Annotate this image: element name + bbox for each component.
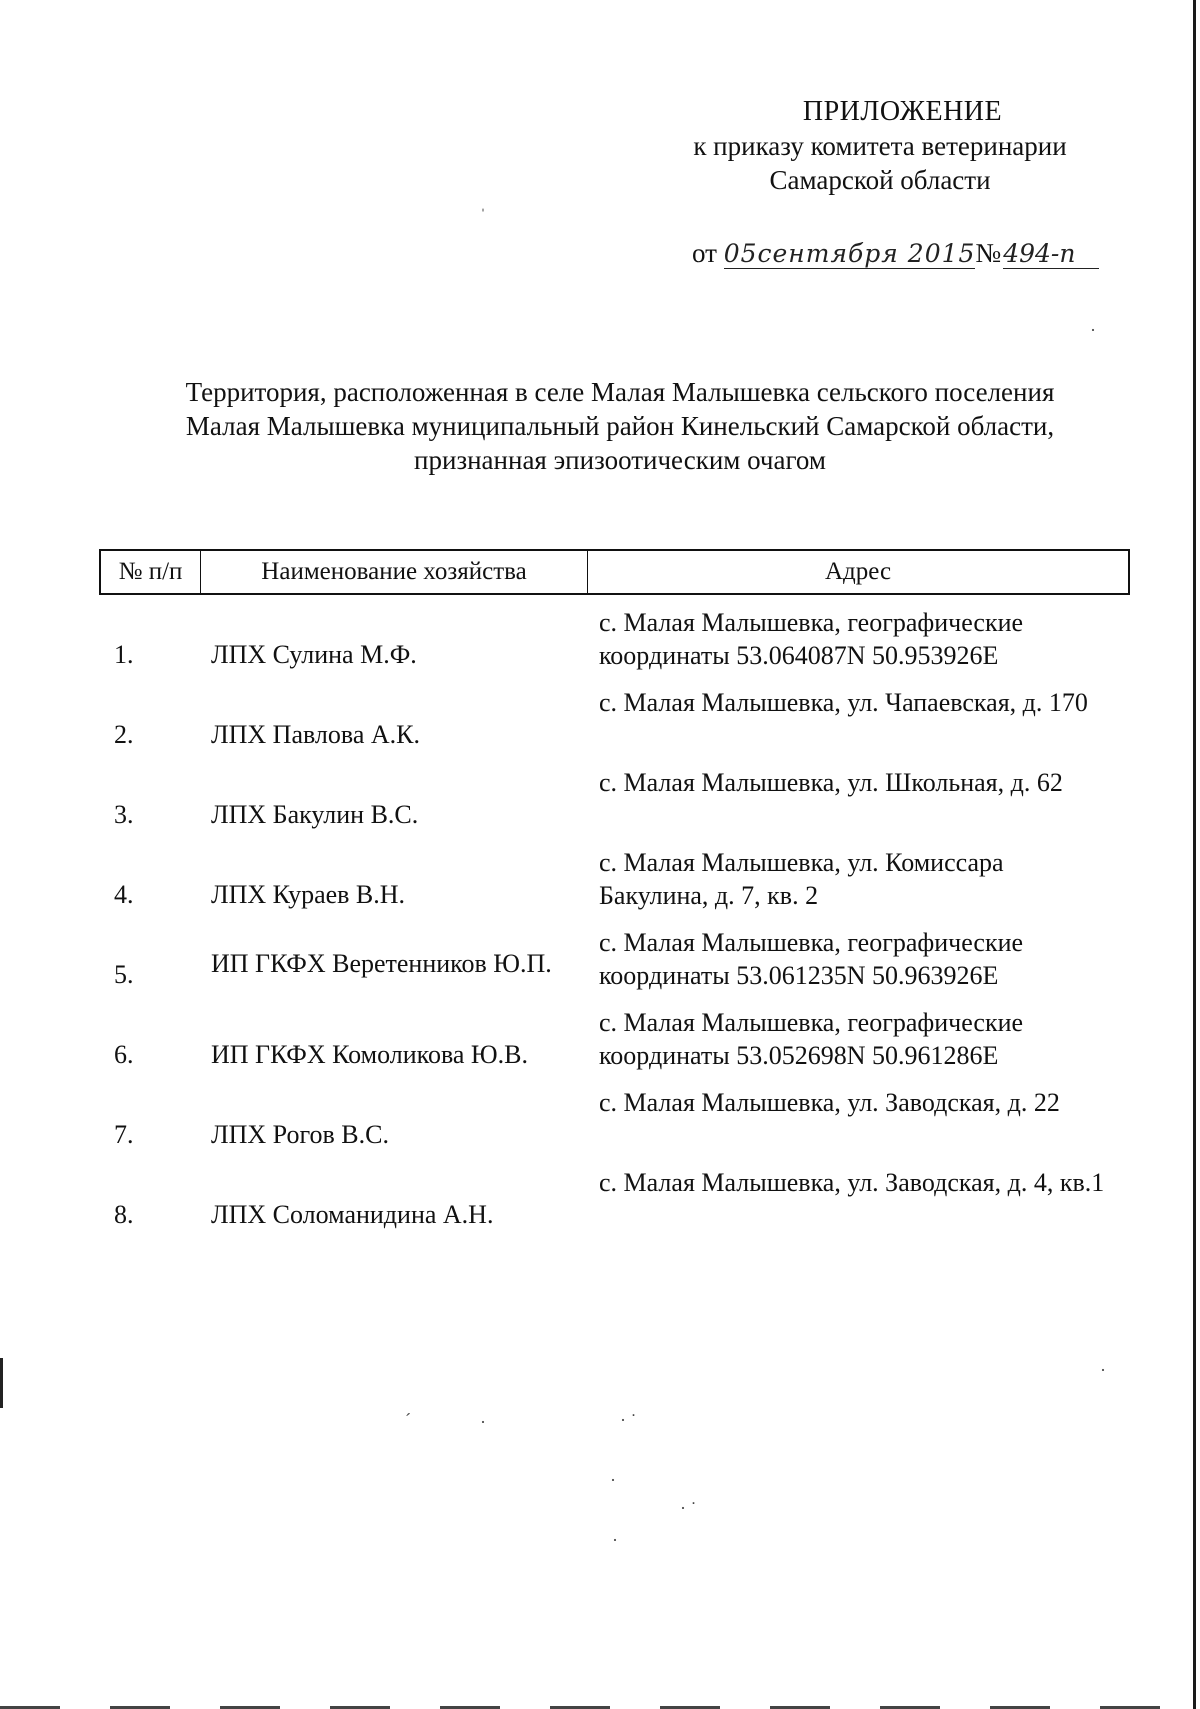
header-address: Адрес bbox=[824, 558, 892, 585]
row-farm-name: ЛПХ Сулина М.Ф. bbox=[211, 640, 417, 669]
scan-speck: · ˙ bbox=[680, 1498, 697, 1518]
row-number: 8. bbox=[114, 1200, 134, 1229]
table-row bbox=[99, 998, 1130, 1078]
row-number: 6. bbox=[114, 1040, 134, 1069]
territory-heading bbox=[120, 375, 1120, 477]
scan-edge-mark bbox=[0, 1358, 3, 1408]
row-address: с. Малая Малышевка, ул. Заводская, д. 4, кв.1 bbox=[599, 1168, 1105, 1197]
table-row bbox=[99, 1078, 1130, 1158]
table-row bbox=[99, 1158, 1130, 1238]
row-address: с. Малая Малышевка, географические координаты 53.061235N 50.963926E bbox=[599, 928, 1024, 990]
scan-speck: · bbox=[610, 1470, 616, 1490]
header-number: № п/п bbox=[101, 551, 201, 593]
row-farm-name: ИП ГКФХ Комоликова Ю.В. bbox=[211, 1040, 529, 1069]
row-address: с. Малая Малышевка, ул. Заводская, д. 22 bbox=[599, 1088, 1060, 1117]
row-farm-name: ЛПХ Павлова А.К. bbox=[211, 720, 421, 749]
scan-speck: · bbox=[1090, 320, 1096, 340]
table-header bbox=[99, 549, 1130, 595]
scan-speck: · bbox=[480, 1412, 486, 1432]
row-farm-name: ЛПХ Бакулин В.С. bbox=[211, 800, 419, 829]
row-farm-name: ИП ГКФХ Веретенников Ю.П. bbox=[211, 949, 552, 978]
scan-speck: · bbox=[1100, 1360, 1106, 1380]
order-prefix: от bbox=[692, 238, 717, 268]
row-farm-name: ЛПХ Кураев В.Н. bbox=[211, 880, 406, 909]
row-address: с. Малая Малышевка, географические координаты 53.064087N 50.953926E bbox=[599, 608, 1024, 670]
territory-line-3: признанная эпизоотическим очагом bbox=[414, 445, 826, 475]
row-address: с. Малая Малышевка, географические координаты 53.052698N 50.961286E bbox=[599, 1008, 1024, 1070]
appendix-title: ПРИЛОЖЕНИЕ bbox=[802, 96, 1003, 127]
scan-speck: ˊ bbox=[405, 1410, 411, 1430]
appendix-line-1: к приказу комитета ветеринарии bbox=[693, 131, 1067, 161]
scan-speck: · bbox=[612, 1530, 618, 1550]
table-row bbox=[99, 758, 1130, 838]
territory-line-1: Территория, расположенная в селе Малая Малышевка сельского поселения bbox=[185, 377, 1055, 407]
row-address: с. Малая Малышевка, ул. Чапаевская, д. 170 bbox=[599, 688, 1088, 717]
appendix-line-2: Самарской области bbox=[769, 165, 991, 195]
table-row bbox=[99, 918, 1130, 998]
scan-speck: · ˙ bbox=[620, 1410, 637, 1430]
row-number: 7. bbox=[114, 1120, 134, 1149]
row-farm-name: ЛПХ Рогов В.С. bbox=[211, 1120, 389, 1149]
table-row bbox=[99, 838, 1130, 918]
row-number: 1. bbox=[114, 640, 134, 669]
order-date-handwritten: 05сентября 2015 bbox=[723, 239, 976, 268]
territory-line-2: Малая Малышевка муниципальный район Кинельский Самарской области, bbox=[185, 411, 1055, 441]
scan-edge-right bbox=[1193, 0, 1196, 1709]
order-reference bbox=[692, 236, 1099, 270]
row-number: 3. bbox=[114, 800, 134, 829]
row-number: 5. bbox=[114, 960, 134, 989]
row-address: с. Малая Малышевка, ул. Комиссара Бакулина, д. 7, кв. 2 bbox=[599, 848, 1004, 910]
row-address: с. Малая Малышевка, ул. Школьная, д. 62 bbox=[599, 768, 1063, 797]
table-row bbox=[99, 678, 1130, 758]
order-number-handwritten: 494-п bbox=[1003, 240, 1099, 269]
row-farm-name: ЛПХ Соломанидина А.Н. bbox=[211, 1200, 494, 1229]
table-row bbox=[99, 598, 1130, 678]
row-number: 2. bbox=[114, 720, 134, 749]
header-farm-name: Наименование хозяйства bbox=[201, 551, 588, 593]
appendix-header bbox=[640, 95, 1120, 197]
scan-speck: ˈ bbox=[480, 205, 486, 225]
table-body bbox=[99, 598, 1130, 1238]
row-number: 4. bbox=[114, 880, 134, 909]
order-number-sign: № bbox=[975, 238, 1002, 268]
